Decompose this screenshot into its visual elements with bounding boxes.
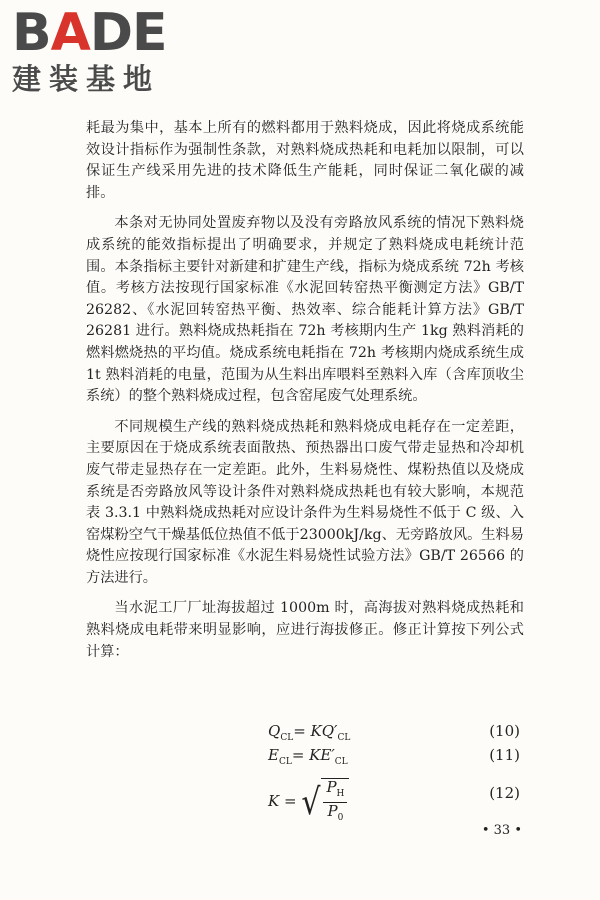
formula-12: [86, 776, 524, 823]
sqrt-icon: √: [301, 781, 321, 823]
logo-subtitle: 建装基地: [12, 62, 161, 96]
logo-letter-b: B: [12, 3, 51, 63]
formula-number: (11): [489, 746, 520, 764]
formula-expression: $E_{CL}= KE'_{CL}$: [268, 746, 348, 767]
formula-expression: $Q_{CL}= KQ'_{CL}$: [268, 722, 351, 743]
logo-letters-de: DE: [89, 3, 167, 63]
formula-number: (10): [489, 722, 520, 740]
paragraph: 当水泥工厂厂址海拔超过 1000m 时，高海拔对熟料烧成热耗和熟料烧成电耗带来明显影响，应进行海拔修正。修正计算按下列公式计算：: [86, 600, 524, 660]
formula-expression: K = √ $\frac{P_H}{P_0}$: [268, 778, 349, 826]
paragraph: 不同规模生产线的熟料烧成热耗和熟料烧成电耗存在一定差距，主要原因在于烧成系统表面散热、预热器出口废气带走显热和冷却机废气带走显热存在一定差距。此外，生料易烧性、煤粉热值以及烧成系统是否旁路放风等设计条件对熟料烧成热耗也有较大影响，本规范表 3.3.1 中熟料烧成热耗对应设计条件为生料易烧性不低于 C 级、入窑煤粉空气干燥基低位热值不低于23000kJ/kg、无旁路放风。生料易烧性应按现行国家标准《水泥生料易烧性试验方法》GB/T 26566 的方法进行。: [86, 418, 524, 586]
body-text: [86, 118, 524, 672]
logo-letter-a: A: [50, 3, 90, 63]
bade-logo: [12, 3, 182, 96]
logo-wordmark: [12, 3, 182, 63]
paragraph: 本条对无协同处置废弃物以及没有旁路放风系统的情况下熟料烧成系统的能效指标提出了明确要求，并规定了熟料烧成电耗统计范围。本条指标主要针对新建和扩建生产线，指标为烧成系统 72h 考核值。考核方法按现行国家标准《水泥回转窑热平衡测定方法》GB/T 26282、《水泥回转窑热平衡、热效率、综合能耗计算方法》GB/T 26281 进行。熟料烧成热耗指在 72h 考核期内生产 1kg 熟料消耗的燃料燃烧热的平均值。烧成系统电耗指在 72h 考核期内烧成系统生成 1t 熟料消耗的电量，范围为从生料出库喂料至熟料入库（含库顶收尘系统）的整个熟料烧成过程，包含窑尾废气处理系统。: [86, 215, 524, 405]
formula-number: (12): [489, 784, 520, 802]
formula-11: [86, 746, 524, 776]
paragraph-continuation: 耗最为集中，基本上所有的燃料都用于熟料烧成，因此将烧成系统能效设计指标作为强制性条款，对熟料烧成热耗和电耗加以限制，可以保证生产线采用先进的技术降低生产能耗，同时保证二氧化碳的减排。: [86, 120, 524, 201]
page-number: • 33 •: [481, 823, 522, 838]
